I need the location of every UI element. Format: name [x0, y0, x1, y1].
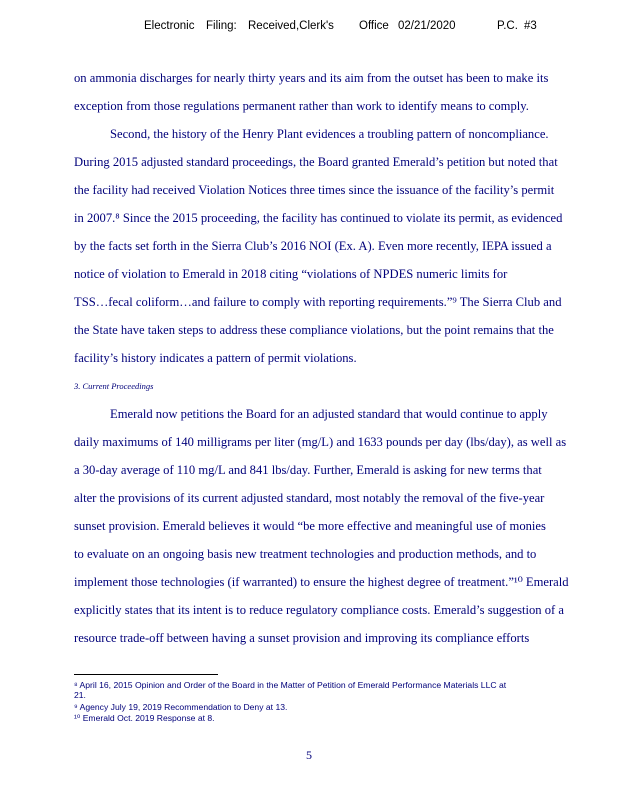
body-line: notice of violation to Emerald in 2018 citing “violations of NPDES numeric limits for: [74, 267, 508, 281]
body-line: the State have taken steps to address these compliance violations, but the point remains that the: [74, 323, 554, 337]
body-line: resource trade-off between having a sunset provision and improving its compliance efforts: [74, 631, 530, 645]
header-pc: P.C.: [497, 20, 518, 32]
body-line: TSS…fecal coliform…and failure to comply with reporting requirements.”⁹ The Sierra Club and: [74, 295, 562, 309]
footnote-8: ⁸ April 16, 2015 Opinion and Order of the Board in the Matter of Petition of Emerald Performance Materials LLC at: [74, 680, 507, 690]
body-line: a 30-day average of 110 mg/L and 841 lbs/day. Further, Emerald is asking for new terms that: [74, 463, 542, 477]
body-line: on ammonia discharges for nearly thirty years and its aim from the outset has been to make its: [74, 71, 549, 85]
body-line: Emerald now petitions the Board for an adjusted standard that would continue to apply: [110, 407, 548, 421]
header-electronic: Electronic: [144, 20, 195, 32]
body-line: During 2015 adjusted standard proceedings, the Board granted Emerald’s petition but noted that: [74, 155, 558, 169]
body-line: facility’s history indicates a pattern of permit violations.: [74, 351, 357, 365]
header-pc-number: #3: [524, 20, 537, 32]
section-heading-current-proceedings: 3. Current Proceedings: [74, 381, 154, 391]
body-line: daily maximums of 140 milligrams per liter (mg/L) and 1633 pounds per day (lbs/day), as well as: [74, 435, 567, 449]
body-line: alter the provisions of its current adjusted standard, most notably the removal of the five-year: [74, 491, 545, 505]
footnote-10: ¹⁰ Emerald Oct. 2019 Response at 8.: [74, 713, 215, 723]
body-line: to evaluate on an ongoing basis new treatment technologies and production methods, and to: [74, 547, 537, 561]
body-line: the facility had received Violation Notices three times since the issuance of the facility’s permit: [74, 183, 555, 197]
body-line: sunset provision. Emerald believes it would “be more effective and meaningful use of monies: [74, 519, 546, 533]
footnote-8-continued: 21.: [74, 690, 86, 700]
body-line: Second, the history of the Henry Plant evidences a troubling pattern of noncompliance.: [110, 127, 549, 141]
body-line: implement those technologies (if warranted) to ensure the highest degree of treatment.”¹⁰ Emerald: [74, 575, 569, 589]
footnote-divider: [74, 674, 218, 675]
body-line: explicitly states that its intent is to reduce regulatory compliance costs. Emerald’s suggestion of a: [74, 603, 564, 617]
header-date: 02/21/2020: [398, 20, 456, 32]
body-line: in 2007.⁸ Since the 2015 proceeding, the facility has continued to violate its permit, as evidenced: [74, 211, 563, 225]
footnote-9: ⁹ Agency July 19, 2019 Recommendation to Deny at 13.: [74, 702, 288, 712]
page-number: 5: [306, 748, 312, 762]
body-line: by the facts set forth in the Sierra Club’s 2016 NOI (Ex. A). Even more recently, IEPA issued a: [74, 239, 552, 253]
body-line: exception from those regulations permanent rather than work to identify means to comply.: [74, 99, 529, 113]
header-filing: Filing:: [206, 20, 237, 32]
header-office: Office: [359, 20, 389, 32]
header-received: Received,Clerk's: [248, 20, 334, 32]
